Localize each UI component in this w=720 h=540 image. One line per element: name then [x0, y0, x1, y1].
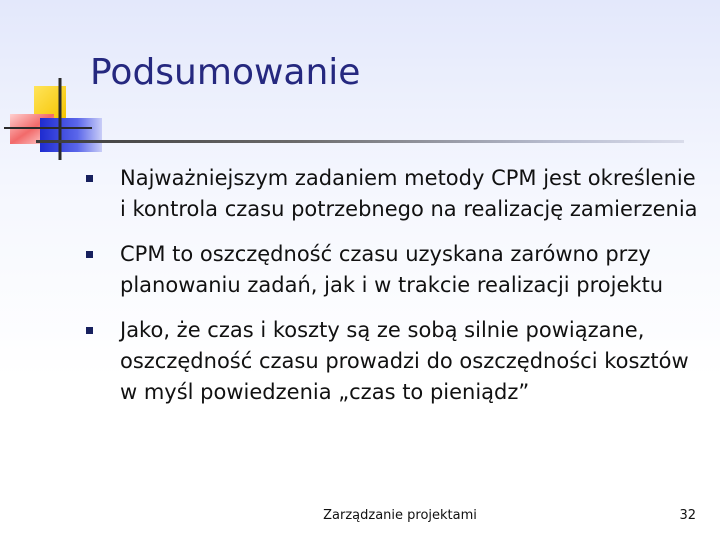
page-number: 32: [679, 508, 696, 523]
slide-title: Podsumowanie: [90, 52, 361, 93]
bullet-list: [86, 163, 706, 422]
blue-block: [40, 118, 102, 152]
bullet-item: [86, 239, 706, 301]
square-bullet-icon: [86, 175, 93, 182]
square-bullet-icon: [86, 327, 93, 334]
bullet-item: [86, 315, 706, 408]
square-bullet-icon: [86, 251, 93, 258]
bullet-text: CPM to oszczędność czasu uzyskana zarówno przy planowaniu zadań, jak i w trakcie realizacji projektu: [120, 242, 664, 297]
bullet-text: Jako, że czas i koszty są ze sobą silnie powiązane, oszczędność czasu prowadzi do oszczędności kosztów w myśl powiedzenia „czas to pieniądz”: [120, 318, 689, 404]
footer-title: Zarządzanie projektami: [323, 508, 477, 523]
bullet-text: Najważniejszym zadaniem metody CPM jest określenie i kontrola czasu potrzebnego na realizację zamierzenia: [120, 166, 698, 221]
bullet-item: [86, 163, 706, 225]
title-underline: [36, 140, 684, 143]
